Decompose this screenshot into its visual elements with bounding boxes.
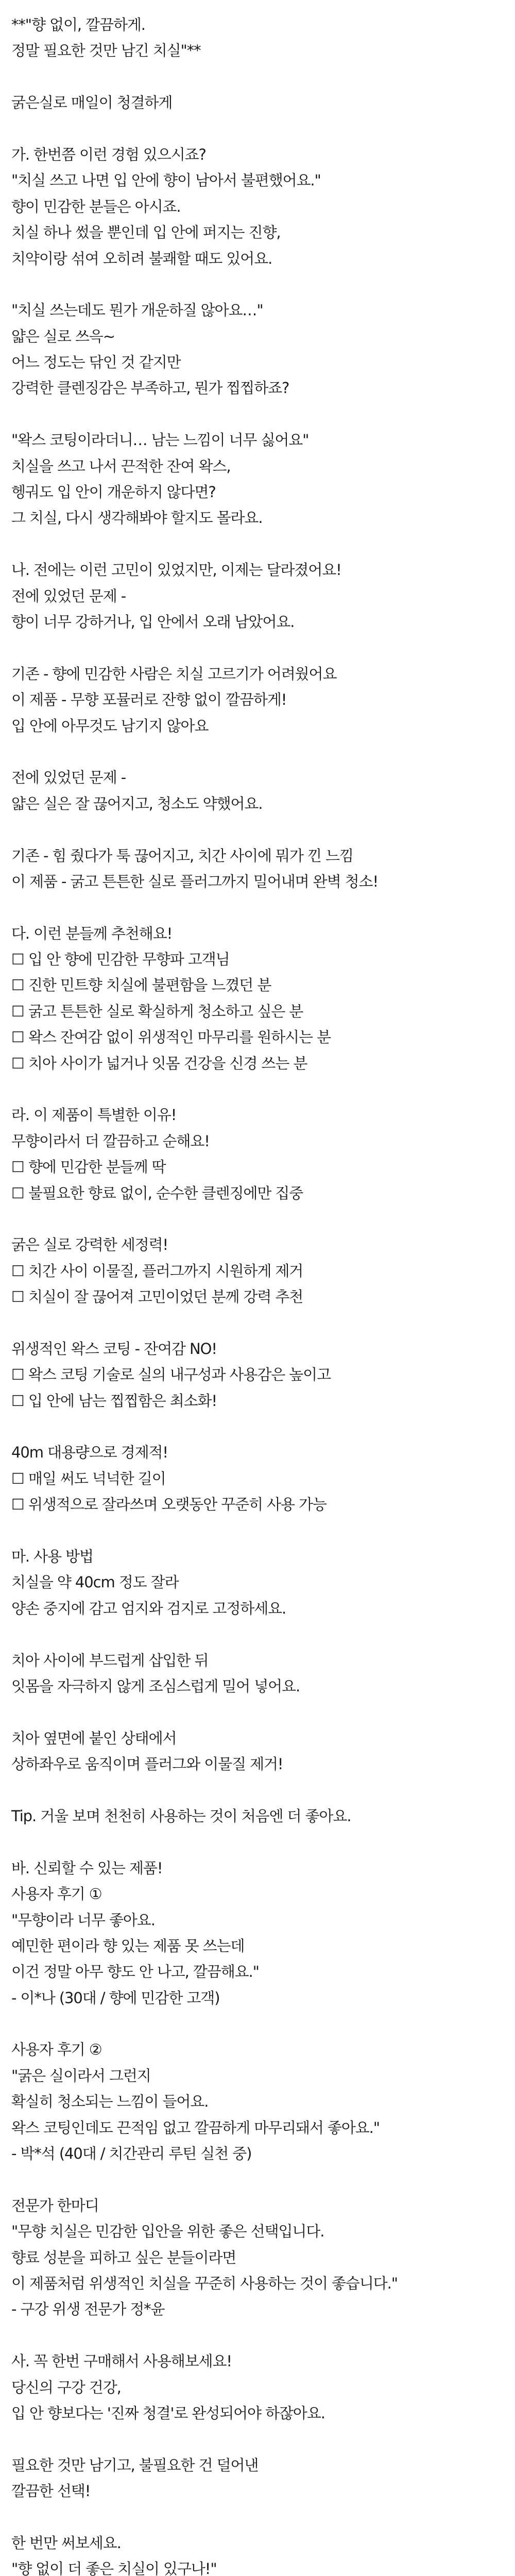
section-ga-wax <box>11 427 504 531</box>
checklist-item: ☐ 치실이 잘 끊어져 고민이었던 분께 강력 추천 <box>11 1288 303 1306</box>
text-line: 치아 사이에 부드럽게 삽입한 뒤 <box>11 1651 209 1669</box>
checklist-item: ☐ 입 안 향에 민감한 무향파 고객님 <box>11 951 230 969</box>
section-ga-intro <box>11 142 504 272</box>
text-line: 치약이랑 섞여 오히려 불쾌할 때도 있어요. <box>11 249 272 267</box>
text-line: 마. 사용 방법 <box>11 1548 93 1566</box>
section-sa-try <box>11 2530 504 2576</box>
section-na-before <box>11 557 504 635</box>
paragraph-gap <box>11 1829 504 1855</box>
paragraph-gap <box>11 817 504 842</box>
section-ba-expert <box>11 2193 504 2323</box>
text-line: - 구강 위생 전문가 정*윤 <box>11 2300 165 2318</box>
section-ba-review-2 <box>11 2037 504 2166</box>
checklist-item: ☐ 진한 민트향 치실에 불편함을 느꼈던 분 <box>11 976 271 994</box>
text-line: 확실히 청소되는 느낌이 들어요. <box>11 2093 209 2111</box>
paragraph-gap <box>11 1699 504 1725</box>
section-ra-special <box>11 1102 504 1206</box>
section-da-recommend <box>11 921 504 1076</box>
text-line: 얇은 실로 쓰윽~ <box>11 327 115 345</box>
paragraph-gap <box>11 894 504 920</box>
text-line: "무향이라 너무 좋아요. <box>11 1911 155 1929</box>
checklist-item: ☐ 매일 써도 넉넉한 길이 <box>11 1469 166 1487</box>
text-line: 전문가 한마디 <box>11 2196 99 2214</box>
text-line: 위생적인 왁스 코팅 - 잔여감 NO! <box>11 1340 217 1358</box>
text-line: 사용자 후기 ② <box>11 2041 102 2059</box>
text-line: "치실 쓰고 나면 입 안에 향이 남아서 불편했어요." <box>11 172 321 190</box>
paragraph-gap <box>11 1076 504 1102</box>
text-line: 사용자 후기 ① <box>11 1885 102 1903</box>
text-line: **"향 없이, 깔끔하게. <box>11 16 145 33</box>
paragraph-gap <box>11 1777 504 1803</box>
text-line: 굵은 실로 강력한 세정력! <box>11 1236 168 1254</box>
text-line: 치실 하나 썼을 뿐인데 입 안에 퍼지는 진향, <box>11 224 281 242</box>
text-line: 나. 전에는 이런 고민이 있었지만, 이제는 달라졌어요! <box>11 561 341 579</box>
text-line: 무향이라서 더 깔끔하고 순해요! <box>11 1132 210 1150</box>
section-sa-choice <box>11 2452 504 2504</box>
checklist-item: ☐ 왁스 코팅 기술로 실의 내구성과 사용감은 높이고 <box>11 1366 331 1384</box>
text-line: 가. 한번쯤 이런 경험 있으시죠? <box>11 145 206 163</box>
text-line: "향 없이 더 좋은 치실이 있구나!" <box>11 2560 217 2576</box>
text-line: 치실을 쓰고 나서 끈적한 잔여 왁스, <box>11 457 231 475</box>
section-na-compare-scent <box>11 661 504 739</box>
paragraph-gap <box>11 2011 504 2037</box>
headline <box>11 12 504 64</box>
section-ma-usage <box>11 1544 504 1621</box>
text-line: 양손 중지에 감고 엄지와 검지로 고정하세요. <box>11 1599 286 1617</box>
paragraph-gap <box>11 1206 504 1232</box>
text-line: 40m 대용량으로 경제적! <box>11 1444 168 1462</box>
text-line: 입 안에 아무것도 남기지 않아요 <box>11 717 209 735</box>
text-line: 헹궈도 입 안이 개운하지 않다면? <box>11 483 216 501</box>
section-ra-thick <box>11 1232 504 1310</box>
section-ra-capacity <box>11 1439 504 1517</box>
paragraph-gap <box>11 1621 504 1647</box>
text-line: 어느 정도는 닦인 것 같지만 <box>11 353 181 371</box>
text-line: 향료 성분을 피하고 싶은 분들이라면 <box>11 2248 236 2266</box>
text-line: 상하좌우로 움직이며 플러그와 이물질 제거! <box>11 1755 283 1773</box>
checklist-item: ☐ 향에 민감한 분들께 딱 <box>11 1158 166 1176</box>
text-line: 전에 있었던 문제 - <box>11 769 126 787</box>
text-line: 바. 신뢰할 수 있는 제품! <box>11 1859 163 1877</box>
paragraph-gap <box>11 2426 504 2452</box>
text-line: 필요한 것만 남기고, 불필요한 건 덜어낸 <box>11 2456 259 2474</box>
text-line: 깔끔한 선택! <box>11 2482 91 2500</box>
checklist-item: ☐ 위생적으로 잘라쓰며 오랫동안 꾸준히 사용 가능 <box>11 1496 327 1514</box>
text-line: "치실 쓰는데도 뭔가 개운하질 않아요…" <box>11 301 263 319</box>
text-line: 이 제품 - 굵고 튼튼한 실로 플러그까지 밀어내며 완벽 청소! <box>11 872 378 890</box>
text-line: 사. 꼭 한번 구매해서 사용해보세요! <box>11 2352 232 2370</box>
top-spacing <box>11 0 504 12</box>
section-sa-purchase <box>11 2348 504 2426</box>
checklist-item: ☐ 왁스 잔여감 없이 위생적인 마무리를 원하시는 분 <box>11 1028 331 1046</box>
text-line: Tip. 거울 보며 천천히 사용하는 것이 처음엔 더 좋아요. <box>11 1807 351 1825</box>
paragraph-gap <box>11 739 504 765</box>
text-line: 당신의 구강 건강, <box>11 2378 121 2396</box>
section-na-problem-thin <box>11 765 504 817</box>
product-description-document <box>11 0 504 2576</box>
paragraph-gap <box>11 2166 504 2192</box>
section-ba-review-1 <box>11 1855 504 2011</box>
text-line: 정말 필요한 것만 남긴 치실"** <box>11 42 201 60</box>
text-line: 이 제품 - 무향 포뮬러로 잔향 없이 깔끔하게! <box>11 691 287 709</box>
paragraph-gap <box>11 1518 504 1544</box>
text-line: 입 안 향보다는 '진짜 청결'로 완성되어야 하잖아요. <box>11 2404 325 2422</box>
text-line: "왁스 코팅이라더니… 남는 느낌이 너무 싫어요" <box>11 431 309 449</box>
section-ra-wax <box>11 1336 504 1414</box>
text-line: 그 치실, 다시 생각해봐야 할지도 몰라요. <box>11 509 263 527</box>
section-ma-clean <box>11 1725 504 1777</box>
text-line: 얇은 실은 잘 끊어지고, 청소도 약했어요. <box>11 794 263 812</box>
text-line: 굵은실로 매일이 청결하게 <box>11 94 173 112</box>
text-line: 이건 정말 아무 향도 안 나고, 깔끔해요." <box>11 1963 259 1981</box>
paragraph-gap <box>11 116 504 142</box>
subheadline <box>11 90 504 115</box>
section-ma-tip <box>11 1803 504 1829</box>
paragraph-gap <box>11 1414 504 1439</box>
paragraph-gap <box>11 531 504 557</box>
text-line: "무향 치실은 민감한 입안을 위한 좋은 선택입니다. <box>11 2223 324 2241</box>
text-line: 이 제품처럼 위생적인 치실을 꾸준히 사용하는 것이 좋습니다." <box>11 2274 398 2292</box>
section-ma-insert <box>11 1648 504 1700</box>
text-line: 예민한 편이라 향 있는 제품 못 쓰는데 <box>11 1937 245 1955</box>
text-line: 기존 - 힘 줬다가 툭 끊어지고, 치간 사이에 뭐가 낀 느낌 <box>11 846 353 865</box>
paragraph-gap <box>11 2504 504 2530</box>
text-line: "굵은 실이라서 그런지 <box>11 2066 151 2084</box>
checklist-item: ☐ 입 안에 남는 찝찝함은 최소화! <box>11 1392 217 1410</box>
paragraph-gap <box>11 64 504 90</box>
text-line: 치실을 약 40cm 정도 잘라 <box>11 1573 179 1591</box>
text-line: - 박*석 (40대 / 치간관리 루틴 실천 중) <box>11 2145 252 2163</box>
text-line: 왁스 코팅인데도 끈적임 없고 깔끔하게 마무리돼서 좋아요." <box>11 2119 380 2137</box>
paragraph-gap <box>11 1310 504 1336</box>
paragraph-gap <box>11 635 504 660</box>
checklist-item: ☐ 불필요한 향료 없이, 순수한 클렌징에만 집중 <box>11 1184 303 1202</box>
checklist-item: ☐ 굵고 튼튼한 실로 확실하게 청소하고 싶은 분 <box>11 1002 303 1020</box>
text-line: 잇몸을 자극하지 않게 조심스럽게 밀어 넣어요. <box>11 1677 300 1695</box>
checklist-item: ☐ 치간 사이 이물질, 플러그까지 시원하게 제거 <box>11 1262 303 1280</box>
paragraph-gap <box>11 401 504 427</box>
text-line: 기존 - 향에 민감한 사람은 치실 고르기가 어려웠어요 <box>11 665 337 683</box>
text-line: 치아 옆면에 붙인 상태에서 <box>11 1729 177 1747</box>
text-line: - 이*나 (30대 / 향에 민감한 고객) <box>11 1989 220 2007</box>
section-ga-thin-floss <box>11 297 504 401</box>
text-line: 라. 이 제품이 특별한 이유! <box>11 1106 177 1124</box>
text-line: 전에 있었던 문제 - <box>11 587 126 605</box>
text-line: 한 번만 써보세요. <box>11 2534 121 2552</box>
text-line: 향이 너무 강하거나, 입 안에서 오래 남았어요. <box>11 613 295 631</box>
text-line: 강력한 클렌징감은 부족하고, 뭔가 찝찝하죠? <box>11 379 289 397</box>
paragraph-gap <box>11 272 504 297</box>
paragraph-gap <box>11 2323 504 2348</box>
text-line: 다. 이런 분들께 추천해요! <box>11 924 173 942</box>
text-line: 향이 민감한 분들은 아시죠. <box>11 197 181 215</box>
section-na-compare-thick <box>11 843 504 895</box>
checklist-item: ☐ 치아 사이가 넓거나 잇몸 건강을 신경 쓰는 분 <box>11 1054 307 1072</box>
